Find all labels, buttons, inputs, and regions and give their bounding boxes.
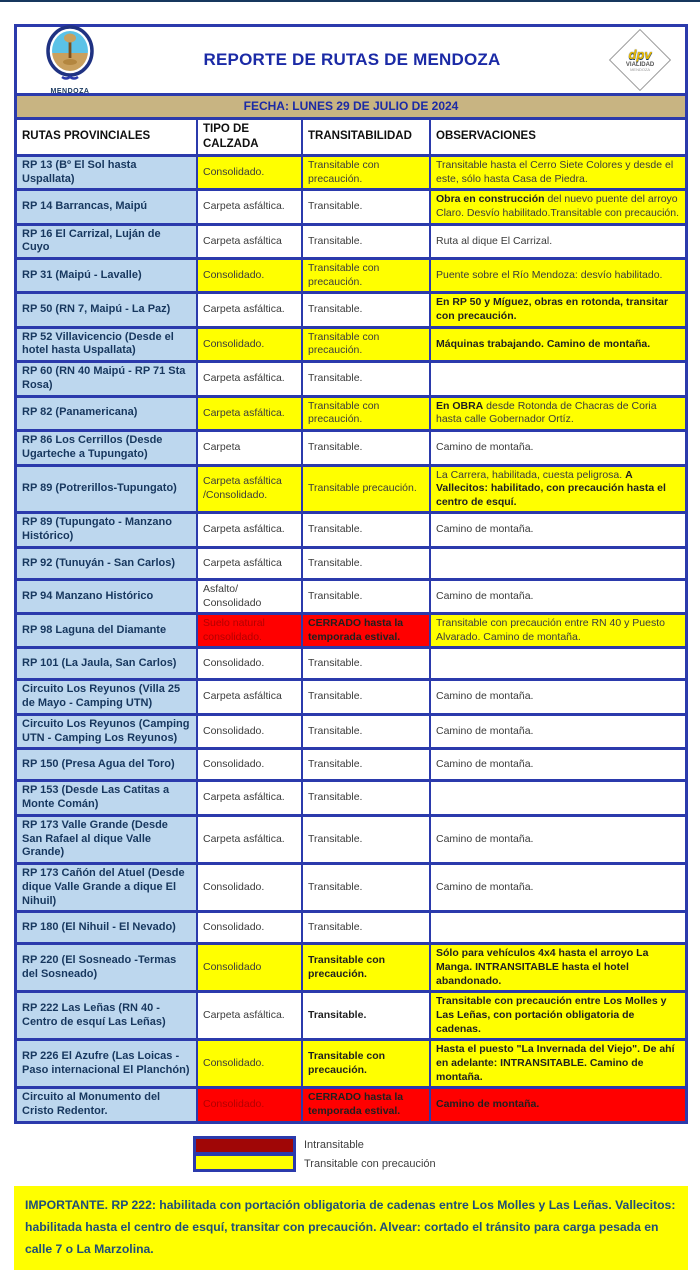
route-name-cell	[17, 750, 196, 779]
table-row	[17, 546, 685, 578]
obs-segment: desde Rotonda de Chacras de Coria hasta calle Gobernador Ortíz.	[436, 399, 657, 426]
route-name: RP 14 Barrancas, Maipú	[22, 200, 148, 213]
transitabilidad-cell	[301, 363, 429, 395]
observaciones-cell	[429, 782, 685, 814]
route-name-cell	[17, 581, 196, 612]
table-row	[17, 257, 685, 291]
important-note: IMPORTANTE. RP 222: habilitada con portación obligatoria de cadenas entre Los Molles y Las Leñas. Vallecitos: habilitada hasta el centro de esquí, transitar con precaución. Alvear: cortado el tránsito para carga pesada en calle 7 o La Marzolina.	[14, 1186, 688, 1270]
transitabilidad-value: Transitable.	[308, 200, 363, 213]
observaciones-cell	[429, 649, 685, 678]
route-name: Circuito al Monumento del Cristo Redentor.	[22, 1091, 161, 1117]
transitabilidad-value: CERRADO hasta la temporada estival.	[308, 617, 404, 643]
route-name: RP 31 (Maipú - Lavalle)	[22, 268, 142, 281]
calzada-value: Consolidado.	[203, 921, 265, 934]
vialidad-sublabel: MENDOZA	[630, 66, 650, 72]
table-row	[17, 862, 685, 910]
column-header-transitabilidad: TRANSITABILIDAD	[301, 120, 429, 154]
table-row	[17, 511, 685, 546]
calzada-cell	[196, 260, 301, 291]
transitabilidad-cell	[301, 615, 429, 646]
route-name: RP 94 Manzano Histórico	[22, 589, 154, 602]
observaciones-cell	[429, 226, 685, 258]
table-row	[17, 154, 685, 189]
legend-swatch	[193, 1153, 296, 1172]
observaciones-value	[436, 881, 680, 895]
observaciones-cell	[429, 191, 685, 222]
table-row	[17, 646, 685, 678]
transitabilidad-cell	[301, 329, 429, 361]
column-header-observaciones: OBSERVACIONES	[429, 120, 685, 154]
transitabilidad-value: Transitable.	[308, 523, 363, 536]
observaciones-value	[436, 441, 680, 455]
transitabilidad-value: Transitable con precaución.	[308, 954, 386, 980]
transitabilidad-cell	[301, 467, 429, 512]
calzada-value: Consolidado	[203, 961, 262, 974]
observaciones-value	[436, 725, 680, 739]
transitabilidad-value: Transitable con precaución.	[308, 158, 380, 185]
top-divider	[0, 0, 700, 2]
obs-segment: A Vallecitos: habilitado, con precaución hasta el centro de esquí.	[436, 468, 666, 508]
route-name: RP 52 Villavicencio (Desde el hotel hasta Uspallata)	[22, 330, 174, 357]
calzada-cell	[196, 615, 301, 646]
route-name: RP 13 (Bº El Sol hasta Uspallata)	[22, 158, 137, 185]
observaciones-cell	[429, 865, 685, 910]
observaciones-cell	[429, 549, 685, 578]
route-name: RP 16 El Carrizal, Luján de Cuyo	[22, 227, 161, 254]
transitabilidad-value: Transitable.	[308, 881, 363, 894]
route-name: RP 222 Las Leñas (RN 40 - Centro de esquí Las Leñas)	[22, 1002, 166, 1028]
transitabilidad-value: Transitable.	[308, 758, 363, 771]
observaciones-value	[436, 1043, 680, 1084]
table-row	[17, 1038, 685, 1086]
transitabilidad-value: Transitable con precaución.	[308, 399, 380, 426]
calzada-cell	[196, 716, 301, 748]
observaciones-value	[436, 1098, 680, 1112]
obs-segment: Camino de montaña.	[436, 523, 534, 536]
route-name: RP 150 (Presa Agua del Toro)	[22, 758, 175, 771]
transitabilidad-value: Transitable precaución.	[308, 482, 417, 495]
observaciones-cell	[429, 913, 685, 942]
calzada-value: Carpeta asfáltica.	[203, 200, 285, 213]
route-name-cell	[17, 514, 196, 546]
calzada-cell	[196, 329, 301, 361]
observaciones-value	[436, 400, 680, 427]
calzada-cell	[196, 581, 301, 612]
observaciones-cell	[429, 329, 685, 361]
calzada-cell	[196, 945, 301, 990]
calzada-cell	[196, 993, 301, 1038]
observaciones-cell	[429, 615, 685, 646]
obs-segment: Transitable hasta el Cerro Siete Colores y desde el este, sólo hasta Casa de Piedra.	[436, 158, 674, 185]
route-name-cell	[17, 226, 196, 258]
transitabilidad-value: Transitable.	[308, 832, 363, 845]
observaciones-cell	[429, 716, 685, 748]
table-row	[17, 814, 685, 862]
obs-segment: Transitable con precaución entre Los Molles y Las Leñas, con portación obligatoria de cadenas.	[436, 995, 667, 1035]
obs-segment: Puente sobre el Río Mendoza: desvío habilitado.	[436, 268, 663, 281]
transitabilidad-value: Transitable.	[308, 234, 363, 247]
calzada-value: Suelo natural consolidado.	[203, 617, 265, 643]
date-banner: FECHA: LUNES 29 DE JULIO DE 2024	[17, 93, 685, 117]
transitabilidad-cell	[301, 681, 429, 713]
transitabilidad-cell	[301, 226, 429, 258]
table-row	[17, 1086, 685, 1121]
calzada-cell	[196, 1089, 301, 1121]
observaciones-value	[436, 758, 680, 772]
route-name: RP 89 (Tupungato - Manzano Histórico)	[22, 516, 172, 543]
observaciones-value	[436, 690, 680, 704]
obs-segment: Obra en construcción	[436, 193, 545, 206]
transitabilidad-value: Transitable.	[308, 657, 363, 670]
table-row	[17, 429, 685, 464]
table-row	[17, 747, 685, 779]
mendoza-crest-icon	[44, 26, 96, 82]
route-name-cell	[17, 817, 196, 862]
obs-segment: del nuevo puente del arroyo Claro. Desvío habilitado.Transitable con precaución.	[436, 193, 679, 220]
transitabilidad-value: Transitable.	[308, 690, 363, 703]
transitabilidad-value: Transitable.	[308, 440, 363, 453]
table-row	[17, 223, 685, 258]
transitabilidad-cell	[301, 294, 429, 325]
observaciones-value	[436, 193, 680, 220]
observaciones-value	[436, 235, 680, 249]
table-row	[17, 395, 685, 429]
calzada-cell	[196, 649, 301, 678]
observaciones-cell	[429, 398, 685, 429]
transitabilidad-cell	[301, 945, 429, 990]
legend-swatch	[193, 1136, 296, 1155]
dpv-monogram: dpv	[628, 46, 652, 62]
calzada-value: Carpeta asfáltica.	[203, 406, 285, 419]
table-row	[17, 578, 685, 612]
route-name: RP 60 (RN 40 Maipú - RP 71 Sta Rosa)	[22, 365, 186, 391]
page-title: REPORTE DE RUTAS DE MENDOZA	[203, 50, 501, 69]
obs-segment: Camino de montaña.	[436, 690, 534, 703]
obs-segment: Máquinas trabajando. Camino de montaña.	[436, 337, 651, 350]
transitabilidad-value: Transitable.	[308, 1009, 367, 1022]
observaciones-cell	[429, 157, 685, 189]
calzada-value: Carpeta	[203, 440, 241, 453]
observaciones-cell	[429, 817, 685, 862]
route-name-cell	[17, 649, 196, 678]
observaciones-value	[436, 469, 680, 510]
transitabilidad-cell	[301, 398, 429, 429]
calzada-value: Carpeta asfáltica	[203, 556, 282, 569]
route-name-cell	[17, 913, 196, 942]
transitabilidad-cell	[301, 865, 429, 910]
legend-items	[193, 1136, 700, 1174]
calzada-cell	[196, 363, 301, 395]
observaciones-cell	[429, 514, 685, 546]
observaciones-value	[436, 590, 680, 604]
calzada-cell	[196, 681, 301, 713]
calzada-cell	[196, 226, 301, 258]
vialidad-label: VIALIDAD	[625, 61, 655, 68]
route-name-cell	[17, 782, 196, 814]
route-name: RP 101 (La Jaula, San Carlos)	[22, 657, 177, 670]
route-name-cell	[17, 945, 196, 990]
legend-item	[193, 1136, 700, 1155]
transitabilidad-cell	[301, 191, 429, 222]
calzada-cell	[196, 782, 301, 814]
calzada-cell	[196, 432, 301, 464]
transitabilidad-value: Transitable con precaución.	[308, 262, 380, 288]
calzada-value: Consolidado.	[203, 165, 265, 178]
route-name: RP 89 (Potrerillos-Tupungato)	[22, 482, 177, 495]
calzada-value: Carpeta asfáltica.	[203, 832, 285, 845]
table-header-row	[17, 117, 685, 154]
transitabilidad-cell	[301, 649, 429, 678]
transitabilidad-cell	[301, 993, 429, 1038]
observaciones-value	[436, 947, 680, 988]
report-container	[14, 24, 688, 1124]
calzada-value: Consolidado.	[203, 657, 265, 670]
legend	[193, 1136, 700, 1174]
calzada-cell	[196, 549, 301, 578]
route-name-cell	[17, 615, 196, 646]
obs-segment: Camino de montaña.	[436, 724, 534, 737]
observaciones-cell	[429, 993, 685, 1038]
table-row	[17, 678, 685, 713]
transitabilidad-cell	[301, 750, 429, 779]
calzada-cell	[196, 750, 301, 779]
transitabilidad-cell	[301, 260, 429, 291]
calzada-value: Carpeta asfáltica	[203, 234, 282, 247]
route-name-cell	[17, 865, 196, 910]
transitabilidad-cell	[301, 1089, 429, 1121]
obs-segment: Camino de montaña.	[436, 1098, 540, 1111]
route-name-cell	[17, 1089, 196, 1121]
transitabilidad-cell	[301, 817, 429, 862]
observaciones-cell	[429, 581, 685, 612]
obs-segment: Camino de montaña.	[436, 758, 534, 771]
calzada-cell	[196, 157, 301, 189]
calzada-value: Consolidado.	[203, 724, 265, 737]
obs-segment: Ruta al dique El Carrizal.	[436, 234, 553, 247]
routes-table	[17, 117, 685, 1121]
route-name: RP 50 (RN 7, Maipú - La Paz)	[22, 303, 171, 316]
observaciones-value	[436, 523, 680, 537]
calzada-cell	[196, 1041, 301, 1086]
obs-segment: Camino de montaña.	[436, 589, 534, 602]
observaciones-cell	[429, 294, 685, 325]
obs-segment: Camino de montaña.	[436, 440, 534, 453]
transitabilidad-value: Transitable.	[308, 724, 363, 737]
transitabilidad-cell	[301, 716, 429, 748]
table-row	[17, 612, 685, 646]
observaciones-cell	[429, 945, 685, 990]
route-name-cell	[17, 549, 196, 578]
table-row	[17, 188, 685, 222]
calzada-value: Consolidado.	[203, 1098, 265, 1111]
calzada-value: Asfalto/ Consolidado	[203, 582, 262, 609]
table-row	[17, 326, 685, 361]
route-name: RP 226 El Azufre (Las Loicas - Paso internacional El Planchón)	[22, 1050, 190, 1076]
calzada-value: Carpeta asfáltica.	[203, 1009, 285, 1022]
route-name-cell	[17, 1041, 196, 1086]
route-name: RP 86 Los Cerrillos (Desde Ugarteche a Tupungato)	[22, 434, 163, 460]
route-name-cell	[17, 191, 196, 222]
calzada-value: Consolidado.	[203, 758, 265, 771]
observaciones-cell	[429, 1041, 685, 1086]
table-row	[17, 360, 685, 395]
transitabilidad-value: Transitable.	[308, 372, 363, 385]
route-name-cell	[17, 993, 196, 1038]
observaciones-cell	[429, 1089, 685, 1121]
calzada-cell	[196, 817, 301, 862]
observaciones-cell	[429, 260, 685, 291]
calzada-value: Carpeta asfáltica /Consolidado.	[203, 475, 282, 501]
route-name: Circuito Los Reyunos (Villa 25 de Mayo - Camping UTN)	[22, 683, 181, 710]
calzada-value: Carpeta asfáltica	[203, 690, 282, 703]
transitabilidad-value: Transitable.	[308, 921, 363, 934]
calzada-value: Consolidado.	[203, 1056, 265, 1069]
transitabilidad-value: Transitable.	[308, 589, 363, 602]
table-row	[17, 291, 685, 325]
column-header-rutas: RUTAS PROVINCIALES	[17, 120, 196, 154]
legend-label: Intransitable	[304, 1139, 364, 1152]
route-name-cell	[17, 260, 196, 291]
calzada-value: Consolidado.	[203, 268, 265, 281]
observaciones-cell	[429, 363, 685, 395]
route-name: RP 153 (Desde Las Catitas a Monte Comán)	[22, 784, 170, 811]
route-name-cell	[17, 681, 196, 713]
route-name: RP 173 Valle Grande (Desde San Rafael al dique Valle Grande)	[22, 818, 168, 859]
calzada-cell	[196, 191, 301, 222]
obs-segment: En OBRA	[436, 399, 484, 412]
transitabilidad-cell	[301, 581, 429, 612]
calzada-cell	[196, 398, 301, 429]
calzada-value: Carpeta asfáltica.	[203, 523, 285, 536]
observaciones-value	[436, 617, 680, 644]
route-name: RP 82 (Panamericana)	[22, 406, 138, 419]
observaciones-value	[436, 296, 680, 323]
calzada-value: Carpeta asfáltica.	[203, 791, 285, 804]
route-name-cell	[17, 432, 196, 464]
transitabilidad-value: Transitable.	[308, 791, 363, 804]
transitabilidad-value: Transitable.	[308, 556, 363, 569]
transitabilidad-cell	[301, 549, 429, 578]
route-name: RP 173 Cañón del Atuel (Desde dique Valle Grande a dique El Nihuil)	[22, 867, 185, 907]
vialidad-logo-text	[626, 48, 654, 72]
vialidad-diamond-icon	[609, 29, 671, 91]
table-row	[17, 942, 685, 990]
observaciones-cell	[429, 750, 685, 779]
calzada-cell	[196, 514, 301, 546]
route-name-cell	[17, 294, 196, 325]
calzada-value: Carpeta asfáltica.	[203, 372, 285, 385]
table-row	[17, 464, 685, 512]
route-name-cell	[17, 363, 196, 395]
observaciones-value	[436, 159, 680, 186]
transitabilidad-cell	[301, 782, 429, 814]
obs-segment: Transitable con precaución entre RN 40 y Puesto Alvarado. Camino de montaña.	[436, 617, 665, 643]
transitabilidad-value: Transitable con precaución.	[308, 330, 380, 357]
calzada-value: Carpeta asfáltica.	[203, 303, 285, 316]
calzada-value: Consolidado.	[203, 337, 265, 350]
observaciones-cell	[429, 467, 685, 512]
calzada-cell	[196, 913, 301, 942]
transitabilidad-value: Transitable con precaución.	[308, 1050, 386, 1076]
vialidad-logo	[603, 29, 677, 91]
route-name-cell	[17, 467, 196, 512]
route-name: RP 180 (El Nihuil - El Nevado)	[22, 921, 176, 934]
observaciones-cell	[429, 681, 685, 713]
table-row	[17, 779, 685, 814]
mendoza-logo-label: MENDOZA	[50, 87, 90, 95]
obs-segment: Hasta el puesto "La Invernada del Viejo". De ahí en adelante: INTRANSITABLE. Camino de montaña.	[436, 1043, 675, 1083]
observaciones-value	[436, 269, 680, 283]
transitabilidad-cell	[301, 1041, 429, 1086]
route-name-cell	[17, 329, 196, 361]
route-name-cell	[17, 157, 196, 189]
calzada-cell	[196, 467, 301, 512]
transitabilidad-cell	[301, 432, 429, 464]
transitabilidad-cell	[301, 157, 429, 189]
routes-table-body	[17, 154, 685, 1121]
observaciones-cell	[429, 432, 685, 464]
obs-segment: Sólo para vehículos 4x4 hasta el arroyo La Manga. INTRANSITABLE hasta el hotel abandonado.	[436, 947, 649, 987]
route-name-cell	[17, 398, 196, 429]
calzada-cell	[196, 865, 301, 910]
calzada-value: Consolidado.	[203, 881, 265, 894]
route-name: Circuito Los Reyunos (Camping UTN - Camping Los Reyunos)	[22, 717, 190, 744]
legend-label: Transitable con precaución	[304, 1158, 436, 1171]
transitabilidad-cell	[301, 514, 429, 546]
observaciones-value	[436, 338, 680, 352]
route-name-cell	[17, 716, 196, 748]
obs-segment: Camino de montaña.	[436, 881, 534, 894]
obs-segment: La Carrera, habilitada, cuesta peligrosa.	[436, 468, 626, 481]
transitabilidad-value: CERRADO hasta la temporada estival.	[308, 1091, 404, 1117]
table-row	[17, 990, 685, 1038]
obs-segment: Camino de montaña.	[436, 832, 534, 845]
transitabilidad-cell	[301, 913, 429, 942]
route-name: RP 220 (El Sosneado -Termas del Sosneado)	[22, 954, 177, 980]
observaciones-value	[436, 833, 680, 847]
mendoza-logo	[39, 26, 101, 95]
obs-segment: En RP 50 y Míguez, obras en rotonda, transitar con precaución.	[436, 296, 669, 323]
table-row	[17, 713, 685, 748]
transitabilidad-value: Transitable.	[308, 303, 363, 316]
column-header-calzada: TIPO DE CALZADA	[196, 120, 301, 154]
observaciones-value	[436, 995, 680, 1036]
calzada-cell	[196, 294, 301, 325]
route-name: RP 92 (Tunuyán - San Carlos)	[22, 556, 176, 569]
table-row	[17, 910, 685, 942]
report-header	[17, 27, 685, 93]
route-name: RP 98 Laguna del Diamante	[22, 623, 167, 636]
legend-item	[193, 1155, 700, 1174]
